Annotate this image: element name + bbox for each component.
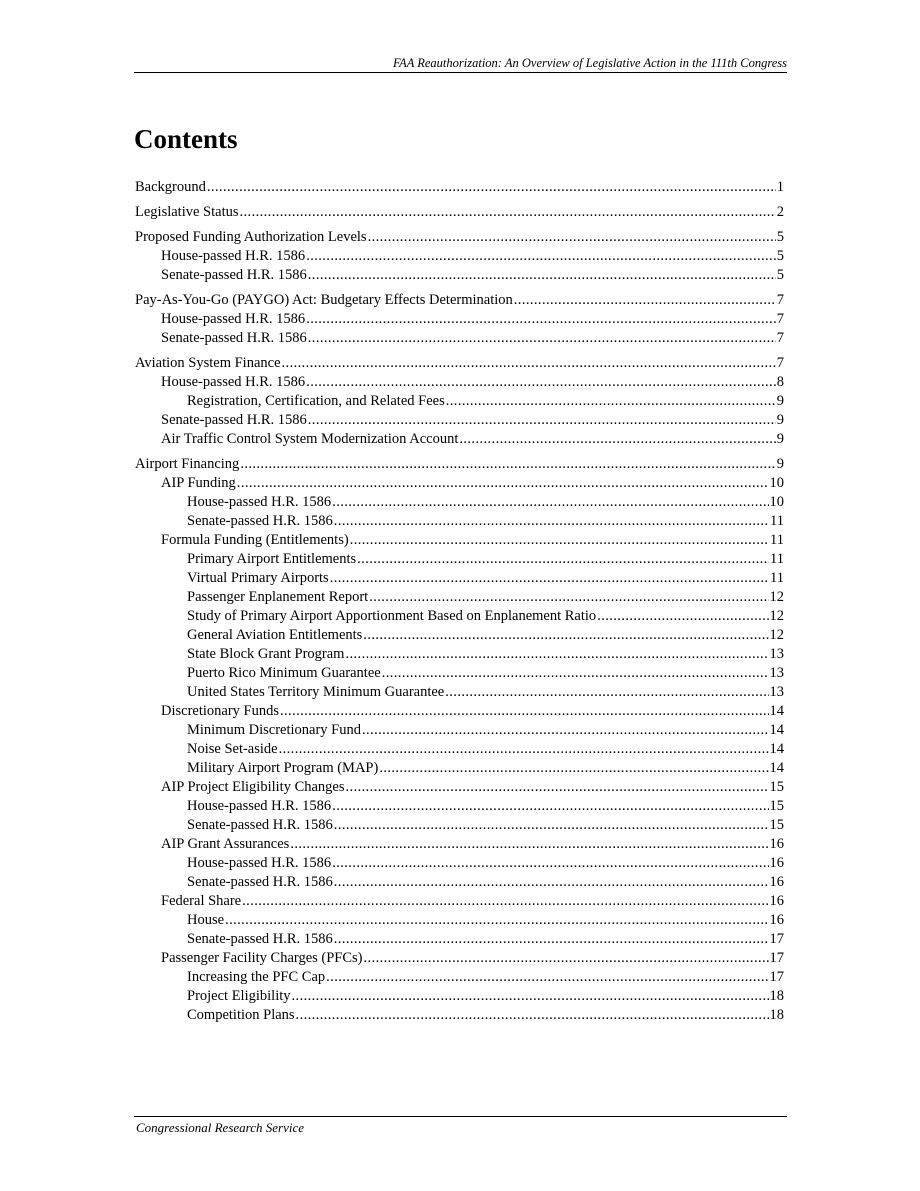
footer: Congressional Research Service: [136, 1120, 304, 1135]
toc-entry-title: AIP Grant Assurances: [161, 836, 290, 852]
toc-leader-dots: [290, 835, 768, 854]
toc-leader-dots: [334, 816, 769, 835]
toc-entry-page: 11: [770, 532, 784, 548]
toc-entry-title: House-passed H.R. 1586: [187, 855, 332, 871]
toc-entry[interactable]: [135, 778, 784, 797]
toc-entry-page: 16: [769, 874, 784, 890]
toc-entry-page: 15: [769, 779, 784, 795]
toc-entry-title: Legislative Status: [135, 204, 239, 220]
toc-entry-page: 15: [769, 798, 784, 814]
toc-entry-title: Formula Funding (Entitlements): [161, 532, 349, 548]
toc-entry[interactable]: [135, 835, 784, 854]
toc-entry[interactable]: [135, 949, 784, 968]
toc-leader-dots: [446, 392, 776, 411]
toc-entry-title: Primary Airport Entitlements: [187, 551, 357, 567]
toc-entry-title: House-passed H.R. 1586: [161, 374, 306, 390]
toc-entry[interactable]: [135, 392, 784, 411]
toc-entry-page: 18: [769, 1007, 784, 1023]
toc-leader-dots: [308, 329, 776, 348]
toc-entry[interactable]: [135, 474, 784, 493]
toc-entry-page: 7: [776, 311, 784, 327]
toc-entry-page: 9: [776, 393, 784, 409]
toc-leader-dots: [364, 949, 769, 968]
toc-entry-title: Increasing the PFC Cap: [187, 969, 326, 985]
toc-entry[interactable]: [135, 247, 784, 266]
toc-entry[interactable]: [135, 968, 784, 987]
toc-entry-page: 9: [776, 431, 784, 447]
toc-entry[interactable]: [135, 759, 784, 778]
footer-rule: [134, 1116, 787, 1117]
toc-entry-page: 13: [769, 684, 784, 700]
toc-leader-dots: [332, 493, 768, 512]
toc-entry-title: Passenger Facility Charges (PFCs): [161, 950, 363, 966]
toc-entry-page: 16: [769, 836, 784, 852]
header-rule: [134, 72, 787, 73]
toc-entry-page: 11: [770, 513, 784, 529]
toc-entry-page: 15: [769, 817, 784, 833]
toc-entry-page: 7: [776, 355, 784, 371]
toc-leader-dots: [330, 569, 769, 588]
toc-entry-page: 17: [769, 969, 784, 985]
toc-entry[interactable]: [135, 266, 784, 285]
toc-entry-title: House-passed H.R. 1586: [161, 311, 306, 327]
toc-entry[interactable]: [135, 588, 784, 607]
toc-leader-dots: [306, 310, 776, 329]
toc-entry-title: Proposed Funding Authorization Levels: [135, 229, 367, 245]
toc-entry[interactable]: [135, 683, 784, 702]
toc-entry[interactable]: [135, 911, 784, 930]
toc-entry[interactable]: [135, 310, 784, 329]
toc-entry[interactable]: [135, 354, 784, 373]
toc-entry-title: Study of Primary Airport Apportionment Based on Enplanement Ratio: [187, 608, 597, 624]
toc-entry-page: 9: [776, 456, 784, 472]
toc-leader-dots: [357, 550, 769, 569]
toc-entry-title: Military Airport Program (MAP): [187, 760, 379, 776]
running-header: FAA Reauthorization: An Overview of Legislative Action in the 111th Congress: [393, 56, 787, 70]
toc-leader-dots: [308, 266, 776, 285]
toc-entry[interactable]: [135, 797, 784, 816]
toc-entry-title: Pay-As-You-Go (PAYGO) Act: Budgetary Effects Determination: [135, 292, 513, 308]
toc-leader-dots: [279, 740, 769, 759]
toc-entry[interactable]: [135, 740, 784, 759]
toc-leader-dots: [459, 430, 775, 449]
toc-entry-page: 7: [776, 330, 784, 346]
toc-entry-page: 14: [769, 703, 784, 719]
toc-leader-dots: [237, 474, 769, 493]
toc-entry-page: 16: [769, 912, 784, 928]
toc-entry-title: Project Eligibility: [187, 988, 291, 1004]
toc-entry[interactable]: [135, 178, 784, 197]
toc-leader-dots: [350, 531, 769, 550]
toc-entry-page: 13: [769, 665, 784, 681]
toc-entry-page: 5: [776, 267, 784, 283]
toc-leader-dots: [280, 702, 769, 721]
toc-entry-page: 13: [769, 646, 784, 662]
toc-entry[interactable]: [135, 531, 784, 550]
toc-entry-title: Competition Plans: [187, 1007, 295, 1023]
toc-entry-page: 1: [776, 179, 784, 195]
toc-entry-page: 16: [769, 855, 784, 871]
toc-entry-title: United States Territory Minimum Guarantee: [187, 684, 445, 700]
toc-entry[interactable]: [135, 550, 784, 569]
toc-leader-dots: [332, 854, 768, 873]
toc-entry[interactable]: [135, 607, 784, 626]
toc-leader-dots: [445, 683, 768, 702]
toc-entry-title: House-passed H.R. 1586: [161, 248, 306, 264]
toc-entry-title: AIP Project Eligibility Changes: [161, 779, 345, 795]
toc-leader-dots: [308, 411, 776, 430]
toc-entry-page: 17: [769, 950, 784, 966]
toc-entry-title: Senate-passed H.R. 1586: [161, 267, 307, 283]
toc-entry[interactable]: [135, 291, 784, 310]
toc-entry-page: 10: [769, 475, 784, 491]
toc-entry-title: Registration, Certification, and Related Fees: [187, 393, 445, 409]
toc-entry[interactable]: [135, 411, 784, 430]
toc-entry[interactable]: [135, 1006, 784, 1025]
toc-leader-dots: [334, 512, 769, 531]
toc-entry-title: General Aviation Entitlements: [187, 627, 363, 643]
toc-entry[interactable]: [135, 329, 784, 348]
toc-entry-page: 7: [776, 292, 784, 308]
toc-leader-dots: [306, 373, 776, 392]
toc-entry-title: Senate-passed H.R. 1586: [187, 931, 333, 947]
toc-entry-title: Background: [135, 179, 206, 195]
toc-entry-page: 14: [769, 760, 784, 776]
toc-leader-dots: [514, 291, 776, 310]
toc-leader-dots: [292, 987, 769, 1006]
toc-entry-title: Airport Financing: [135, 456, 240, 472]
toc-entry-title: Passenger Enplanement Report: [187, 589, 369, 605]
toc-entry-page: 5: [776, 248, 784, 264]
toc-entry-title: State Block Grant Program: [187, 646, 345, 662]
toc-entry-title: Aviation System Finance: [135, 355, 281, 371]
toc-entry-page: 16: [769, 893, 784, 909]
toc-entry[interactable]: [135, 892, 784, 911]
toc-leader-dots: [225, 911, 768, 930]
toc-leader-dots: [282, 354, 776, 373]
table-of-contents: [135, 178, 784, 1025]
toc-entry[interactable]: [135, 664, 784, 683]
toc-entry-title: Senate-passed H.R. 1586: [161, 330, 307, 346]
toc-entry-title: Discretionary Funds: [161, 703, 279, 719]
toc-entry-page: 17: [769, 931, 784, 947]
toc-entry-page: 5: [776, 229, 784, 245]
toc-entry-page: 12: [769, 627, 784, 643]
toc-entry-page: 10: [769, 494, 784, 510]
toc-entry-title: Minimum Discretionary Fund: [187, 722, 361, 738]
toc-entry[interactable]: [135, 512, 784, 531]
toc-entry-page: 14: [769, 722, 784, 738]
toc-leader-dots: [363, 626, 768, 645]
toc-entry[interactable]: [135, 930, 784, 949]
toc-entry[interactable]: [135, 493, 784, 512]
toc-leader-dots: [207, 178, 776, 197]
toc-entry-title: Puerto Rico Minimum Guarantee: [187, 665, 381, 681]
toc-entry[interactable]: [135, 854, 784, 873]
toc-entry[interactable]: [135, 721, 784, 740]
toc-entry-page: 12: [769, 589, 784, 605]
toc-entry-title: Virtual Primary Airports: [187, 570, 329, 586]
toc-leader-dots: [346, 778, 769, 797]
toc-entry-page: 12: [769, 608, 784, 624]
toc-entry-page: 8: [776, 374, 784, 390]
toc-entry[interactable]: [135, 702, 784, 721]
toc-leader-dots: [345, 645, 768, 664]
toc-entry-page: 11: [770, 570, 784, 586]
toc-leader-dots: [334, 930, 769, 949]
toc-entry-title: House-passed H.R. 1586: [187, 798, 332, 814]
toc-entry-title: Noise Set-aside: [187, 741, 278, 757]
toc-entry[interactable]: [135, 373, 784, 392]
page-title: Contents: [134, 124, 238, 154]
toc-entry-title: AIP Funding: [161, 475, 236, 491]
toc-entry[interactable]: [135, 569, 784, 588]
toc-entry-title: Senate-passed H.R. 1586: [187, 817, 333, 833]
toc-leader-dots: [242, 892, 768, 911]
toc-leader-dots: [296, 1006, 769, 1025]
toc-entry[interactable]: [135, 455, 784, 474]
toc-entry-title: Air Traffic Control System Modernization Account: [161, 431, 459, 447]
toc-entry-title: Senate-passed H.R. 1586: [187, 513, 333, 529]
toc-entry[interactable]: [135, 873, 784, 892]
toc-leader-dots: [326, 968, 768, 987]
toc-entry-title: Senate-passed H.R. 1586: [161, 412, 307, 428]
toc-entry[interactable]: [135, 203, 784, 222]
toc-leader-dots: [332, 797, 768, 816]
toc-leader-dots: [597, 607, 768, 626]
toc-entry[interactable]: [135, 430, 784, 449]
toc-leader-dots: [240, 203, 776, 222]
toc-leader-dots: [334, 873, 769, 892]
toc-entry-page: 2: [776, 204, 784, 220]
toc-entry[interactable]: [135, 228, 784, 247]
toc-entry[interactable]: [135, 816, 784, 835]
toc-entry-page: 11: [770, 551, 784, 567]
toc-entry-title: House: [187, 912, 225, 928]
toc-entry[interactable]: [135, 645, 784, 664]
toc-leader-dots: [368, 228, 776, 247]
toc-entry-title: Federal Share: [161, 893, 242, 909]
toc-leader-dots: [240, 455, 775, 474]
toc-leader-dots: [306, 247, 776, 266]
toc-entry-title: House-passed H.R. 1586: [187, 494, 332, 510]
toc-entry-title: Senate-passed H.R. 1586: [187, 874, 333, 890]
toc-entry[interactable]: [135, 987, 784, 1006]
toc-leader-dots: [382, 664, 769, 683]
toc-entry-page: 9: [776, 412, 784, 428]
toc-leader-dots: [362, 721, 769, 740]
toc-leader-dots: [369, 588, 768, 607]
toc-entry[interactable]: [135, 626, 784, 645]
toc-entry-page: 18: [769, 988, 784, 1004]
toc-entry-page: 14: [769, 741, 784, 757]
toc-leader-dots: [379, 759, 768, 778]
